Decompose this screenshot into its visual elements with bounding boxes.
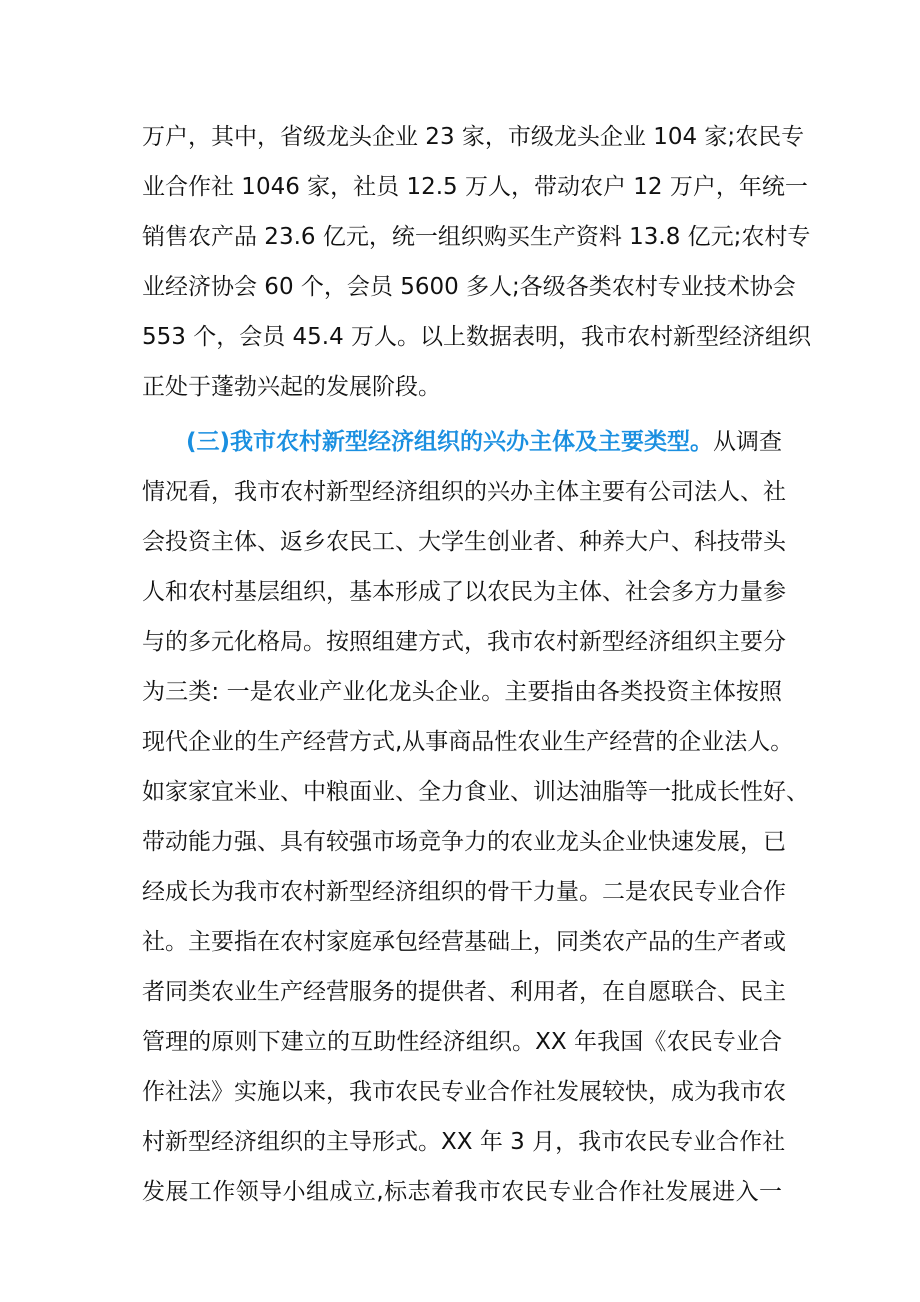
section-heading: (三)我市农村新型经济组织的兴办主体及主要类型。: [186, 429, 714, 455]
text-line: 销售农产品 23.6 亿元，统一组织购买生产资料 13.8 亿元;农村专: [142, 224, 811, 250]
text-line: 正处于蓬勃兴起的发展阶段。: [142, 374, 441, 400]
text-line: 业合作社 1046 家，社员 12.5 万人，带动农户 12 万户，年统一: [142, 174, 808, 200]
text-line: 带动能力强、具有较强市场竞争力的农业龙头企业快速发展，已: [142, 829, 786, 855]
text-line: 村新型经济组织的主导形式。XX 年 3 月，我市农民专业合作社: [142, 1129, 786, 1155]
text-line: 管理的原则下建立的互助性经济组织。XX 年我国《农民专业合: [142, 1029, 782, 1055]
text-line: 人和农村基层组织，基本形成了以农民为主体、社会多方力量参: [142, 579, 786, 605]
text-line: 发展工作领导小组成立,标志着我市农民专业合作社发展进入一: [142, 1179, 782, 1205]
text-line: 情况看，我市农村新型经济组织的兴办主体主要有公司法人、社: [142, 479, 786, 505]
text-line: 社。主要指在农村家庭承包经营基础上，同类农产品的生产者或: [142, 929, 786, 955]
text-line: 万户，其中，省级龙头企业 23 家，市级龙头企业 104 家;农民专: [142, 124, 805, 150]
text-line: 业经济协会 60 个，会员 5600 多人;各级各类农村专业技术协会: [142, 274, 796, 300]
paragraph-organization-types: [142, 417, 809, 1217]
text-line: 如家家宜米业、中粮面业、全力食业、训达油脂等一批成长性好、: [142, 779, 809, 805]
paragraph-statistics: [142, 112, 812, 412]
text-line: 553 个，会员 45.4 万人。以上数据表明，我市农村新型经济组织: [142, 324, 812, 350]
text-line: 者同类农业生产经营服务的提供者、利用者，在自愿联合、民主: [142, 979, 786, 1005]
text-line: 会投资主体、返乡农民工、大学生创业者、种养大户、科技带头: [142, 529, 786, 555]
text-line: 与的多元化格局。按照组建方式，我市农村新型经济组织主要分: [142, 629, 786, 655]
heading-line-rest: 从调查: [713, 429, 783, 455]
text-line: 为三类: 一是农业产业化龙头企业。主要指由各类投资主体按照: [142, 679, 782, 705]
text-line: 现代企业的生产经营方式,从事商品性农业生产经营的企业法人。: [142, 729, 794, 755]
heading-line: [142, 417, 782, 467]
text-line: 作社法》实施以来，我市农民专业合作社发展较快，成为我市农: [142, 1079, 786, 1105]
text-line: 经成长为我市农村新型经济组织的骨干力量。二是农民专业合作: [142, 879, 786, 905]
